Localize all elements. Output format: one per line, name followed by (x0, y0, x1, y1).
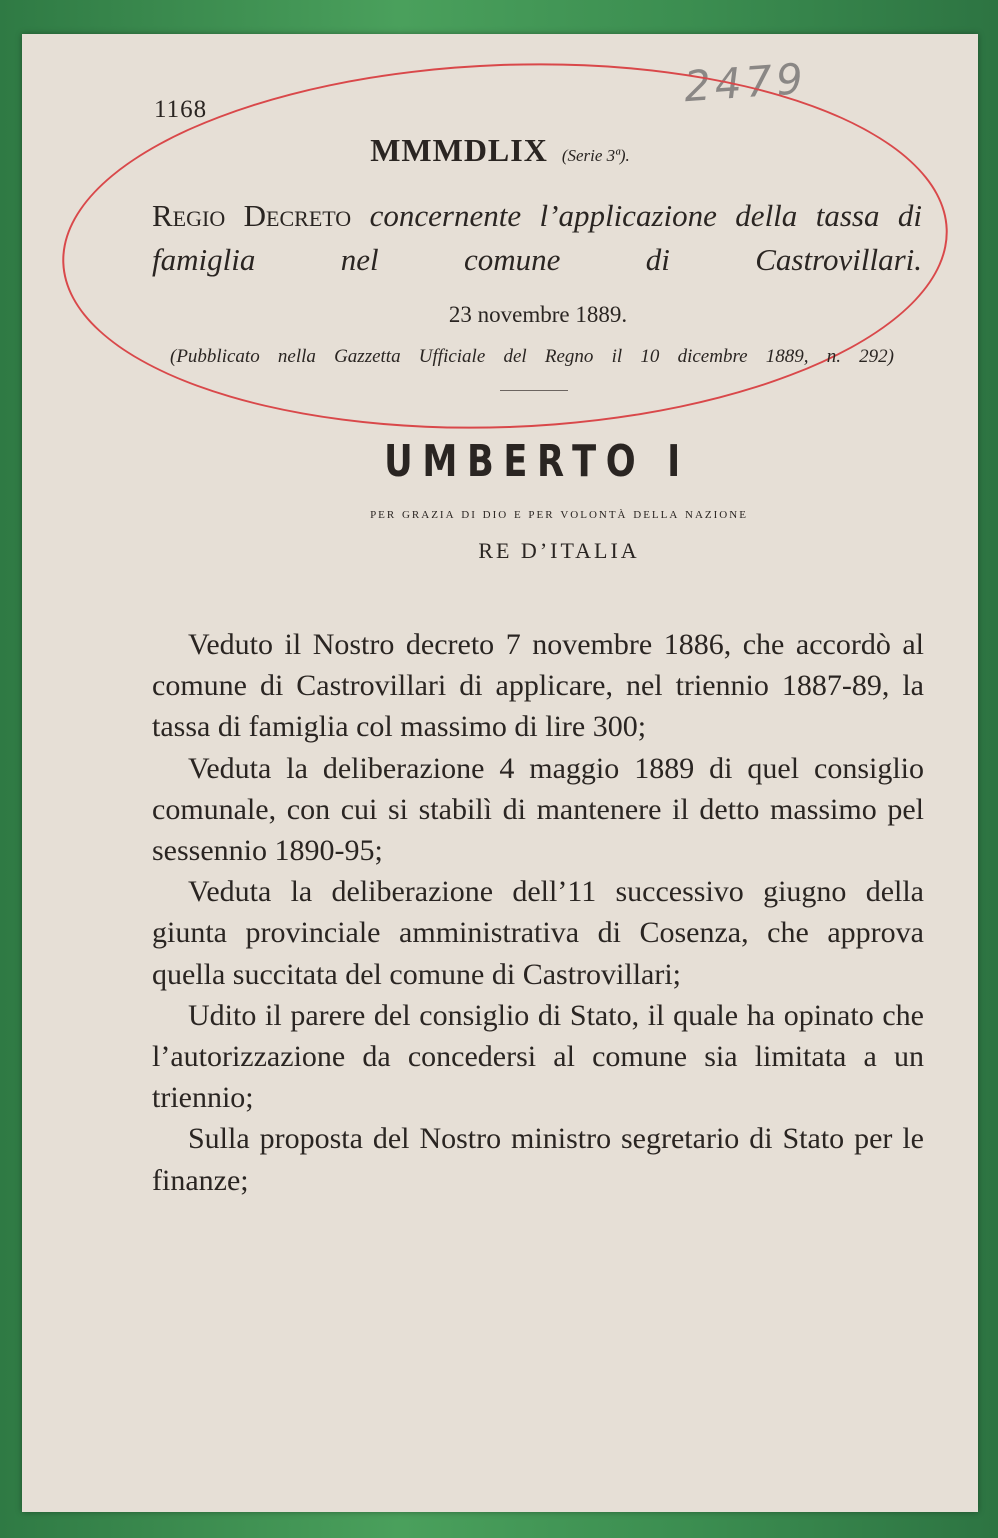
decree-title-lead: Regio Decreto (152, 198, 352, 233)
decree-body (152, 624, 924, 1201)
decree-title-rest: concernente l’applicazione della tassa di famiglia nel comune di Castrovillari. (152, 198, 923, 277)
decree-title (152, 194, 922, 282)
decree-serial (22, 132, 978, 169)
paragraph: Veduta la deliberazione 4 maggio 1889 di quel consiglio comunale, con cui si stabilì di mantenere il detto massimo pel sessennio 1890-95; (152, 751, 924, 868)
page-number: 1168 (154, 96, 208, 123)
grace-line: per grazia di dio e per volontà della nazione (370, 506, 748, 522)
paragraph: Veduto il Nostro decreto 7 novembre 1886, che accordò al comune di Castrovillari di applicare, nel triennio 1887-89, la tassa di famiglia col massimo di lire 300; (152, 628, 924, 744)
serial-series: (Serie 3ª). (561, 146, 630, 165)
handwritten-note: 2479 (682, 53, 809, 112)
paragraph: Udito il parere del consiglio di Stato, il quale ha opinato che l’autorizzazione da concedersi al comune sia limitata a un triennio; (152, 998, 924, 1115)
king-name: UMBERTO I (384, 436, 690, 487)
document-page (22, 34, 978, 1512)
publication-note: (Pubblicato nella Gazzetta Ufficiale del Regno il 10 dicembre 1889, n. 292) (170, 346, 894, 367)
paragraph: Sulla proposta del Nostro ministro segretario di Stato per le finanze; (152, 1122, 924, 1197)
decree-date: 23 novembre 1889. (448, 302, 628, 327)
king-title: RE D’ITALIA (478, 538, 640, 563)
serial-number: MMMDLIX (370, 132, 548, 168)
separator-rule (500, 390, 568, 391)
paragraph: Veduta la deliberazione dell’11 successivo giugno della giunta provinciale amministrativa di Cosenza, che approva quella succitata del comune di Castrovillari; (152, 875, 924, 991)
